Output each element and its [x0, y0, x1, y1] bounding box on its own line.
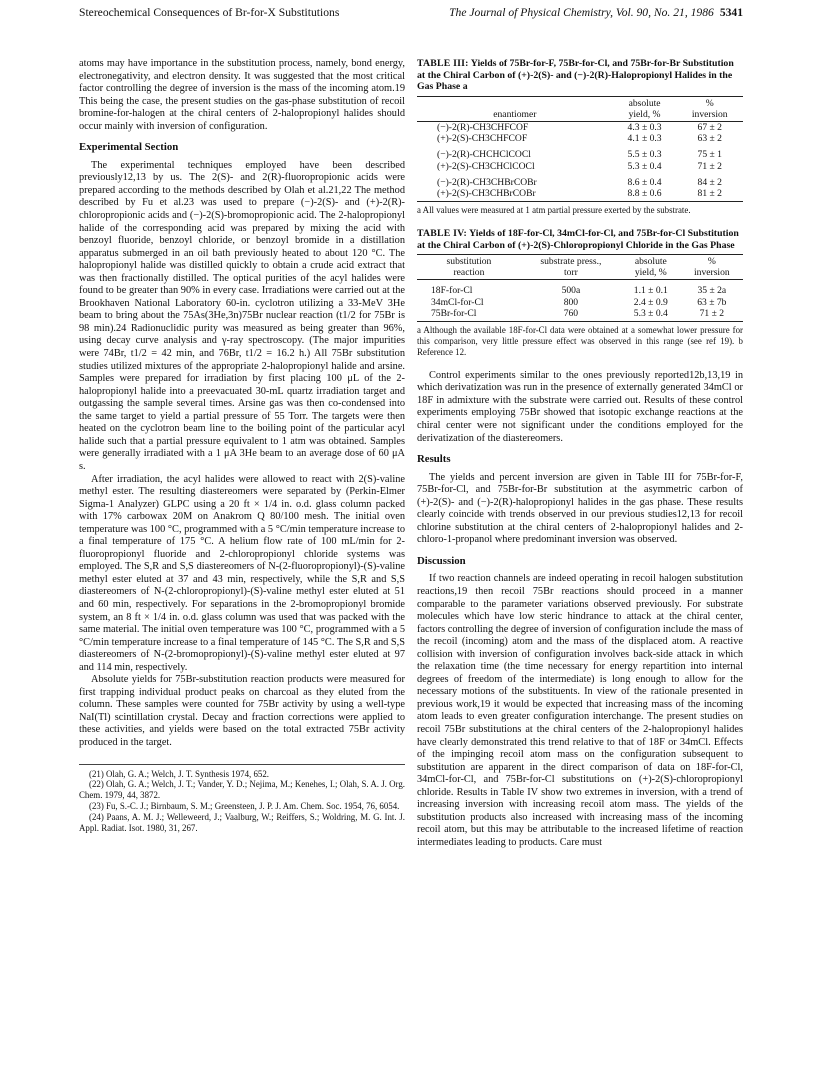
table-row: [417, 280, 743, 297]
table-cell: 4.1 ± 0.3: [627, 133, 662, 145]
table-cell: 1.1 ± 0.1: [633, 285, 668, 297]
running-head-title: Stereochemical Consequences of Br-for-X Substitutions: [79, 6, 340, 19]
table-iv-grid: [417, 254, 743, 322]
table-cell: 5.3 ± 0.4: [627, 160, 662, 172]
table-iv-caption: [417, 228, 743, 251]
table-iii-header-yield-l1: absolute: [628, 97, 661, 109]
table-cell: 500a: [561, 285, 581, 297]
table-iii-title: Yields of 75Br-for-F, 75Br-for-Cl, and 75Br-for-Br Substitution at the Chiral Carbon of (+)-2(S)- and (−)-2(R)-Halopropionyl Halides in the Gas Phase a: [417, 58, 734, 92]
footnotes: [79, 764, 405, 834]
table-cell: (+)-2(S)-CH3CHBrCOBr: [417, 188, 613, 202]
experimental-paragraph-2: After irradiation, the acyl halides were allowed to react with 2(S)-valine methyl ester. The resulting diastereomers were separated by (Perkin-Elmer Sigma-1 Analyzer) GLPC using a 20 ft × 1/4 in. o.d. glass column packed with 17% carbowax 20M on Anakrom Q 80/100 mesh. The initial oven temperature was 100 °C, programmed with a 5 °C/min temperature increase to a final temperature of 175 °C. A helium flow rate of 100 mL/min for 2-fluoropropionyl fluoride and 2-chloropropionyl chloride systems was employed. The S,R and S,S diastereomers of N-(2-fluoropropionyl)-(S)-valine methyl ester eluted at 37 and 43 min, respectively, while the S,R and S,S diastereomers of N-(2-chloropropionyl)-(S)-valine methyl ester eluted at 51 and 60 min, respectively. For separations in the 2-bromopropionyl bromide system, an 8 ft × 1/4 in. o.d. glass column was used that was packed with the same material. The initial oven temperature was 100 °C, programmed with a 5 °C/min temperature increase to a final temperature of 145 °C. The S,R and S,S diastereomers of N-(2-bromopropionyl)-(S)-valine methyl ester eluted at 97 and 114 min, respectively.: [79, 473, 405, 673]
table-cell: 18F-for-Cl: [431, 285, 473, 297]
footnote-24: (24) Paans, A. M. J.; Welleweerd, J.; Vaalburg, W.; Reiffers, S.; Woldring, M. G. Int. J. Appl. Radiat. Isot. 1980, 31, 267.: [79, 812, 405, 834]
table-iv-header-yield: [621, 255, 681, 280]
table-cell: 5.3 ± 0.4: [621, 308, 681, 322]
table-iv-header-yield-l2: yield, %: [634, 267, 667, 279]
running-head-journal: [449, 4, 743, 22]
table-iii-header-yield: [613, 96, 677, 121]
table-cell: 800: [563, 296, 579, 308]
table-row: [417, 121, 743, 133]
table-iii-caption: [417, 58, 743, 93]
table-cell: 84 ± 2: [697, 176, 722, 188]
running-head: [79, 4, 743, 22]
left-column: [79, 58, 405, 834]
experimental-paragraph-3: Absolute yields for 75Br-substitution reaction products were measured for first trapping individual product peaks on charcoal as they eluted from the column. These samples were counted for 75Br activity by using a well-type NaI(Tl) scintillation crystal. Decay and fraction corrections were applied to these activities, and yields were based on the total extracted 75Br activity produced in the target.: [79, 674, 405, 748]
footnote-21: (21) Olah, G. A.; Welch, J. T. Synthesis 1974, 652.: [89, 768, 269, 779]
discussion-heading: Discussion: [417, 554, 466, 567]
table-row: [417, 172, 743, 188]
table-iv-header-inversion-l2: inversion: [693, 267, 730, 279]
intro-paragraph: atoms may have importance in the substitution process, namely, bond energy, electronegativity, and electron density. It was suggested that the most critical factor controlling the degree of inversion is the mass of the incoming atom.19 This being the case, the present studies on the gas-phase substitution of recoil bromine-for-halogen at the chiral centers of 2-halopropionyl halides should occur mainly with inversion of configuration.: [79, 58, 405, 132]
table-cell: 67 ± 2: [697, 121, 722, 133]
table-row: [417, 133, 743, 144]
results-heading: Results: [417, 453, 451, 466]
table-row: [417, 161, 743, 172]
experimental-paragraph-1: The experimental techniques employed have been described previously12,13 by us. The 2(S)- and 2(R)-fluoropropionic acids were prepared according to the methods described by Olah et al.21,22 The method described by Fu et al.23 was used to prepare (−)-2(S)- and (+)-2(R)-chloropropionic acids and (−)-2(S)-bromopropionic acid. The 2-halopropionyl halide of the corresponding acid was prepared by mixing the acid with benzoyl fluoride, benzoyl chloride, or benzoyl bromide in a distillation apparatus submerged in an oil bath previously heated to about 120 °C. The halopropionyl halide was distilled quickly to obtain a crude acid extract that was then fractionally distilled. The optical purities of the acyl halides were found to be greater than 90% in every case. Irradiations were carried out at the Brookhaven National Laboratory 60-in. cyclotron utilizing a 33-MeV 3He beam to bring about the 75As(3He,3n)75Br nuclear reaction (t1/2 for 75Br is 98 min).24 Radionuclidic purity was measured as being greater than 96%, using decay curve analysis and γ-ray spectroscopy. (The major impurities were 74Br, t1/2 = 42 min, and 76Br, t1/2 = 16.2 h.) All 75Br substitution studies utilized mixtures of the appropriate 2-halopropionyl halide and arsine. Samples were prepared for irradiation by first placing 100 μL of the 2-halopropionyl halide into a preevacuated 30-mL quartz irradiation target and outgassing the sample several times. Arsine gas was then co-condensed into the same target to yield a partial pressure of 55 Torr. The targets were then heated on the cyclotron beam line to the boiling point of the particular acyl halide such that a partial pressure equivalent to 1 atm was obtained. Samples were generally irradiated with a 1 μA 3He beam to an average dose of 60 μA s.: [79, 159, 405, 472]
table-cell: (−)-2(R)-CH3CHBrCOBr: [437, 176, 537, 188]
table-row: [417, 308, 743, 322]
table-cell: 35 ± 2a: [697, 285, 727, 297]
table-cell: 71 ± 2: [697, 160, 722, 172]
table-iii-header-inversion: [676, 96, 743, 121]
table-cell: 4.3 ± 0.3: [627, 121, 662, 133]
table-iv-header-inversion-l1: %: [707, 256, 716, 268]
table-iii-header-inversion-l1: %: [705, 97, 714, 109]
discussion-paragraph: If two reaction channels are indeed operating in recoil halogen substitution reactions,19 then recoil 75Br reactions should proceed in a manner comparable to the parameter variations observed previously. For substrate molecules which have low steric hindrance to attack at the chiral center, factors controlling the degree of inversion of configuration include the mass of the recoil (incoming) atom and the mass of the displaced atom. A reactive collision with inversion of configuration involves back-side attack in which the relaxation time (the time necessary for energy repartition into internal degrees of freedom of the intermediate) is long enough to allow for the necessary motions of the substituents. In view of the rationale presented in previous work,19 it would be expected that increasing mass of the incoming atom leads to even greater configuration interchange. The present studies on recoil 75Br substitutions at the chiral centers of the 2-halopropionyl halides have clearly demonstrated this trend relative to that of 18F or 34mCl. Effects of the impinging recoil atom mass on the configuration subsequent to substitution are apparent in the direct comparison of data on 18F-for-Cl, 34mCl-for-Cl, and 75Br-for-Cl substitutions on (+)-2(S)-chloropropionyl chloride. Results in Table IV show two extremes in inversion, with a trend of increasing inversion with increasing recoil atom mass. The yields of the substitution products also increased with increasing mass of the incoming recoil atom, but this may be attributable to the increased lifetime of reaction intermediates leading to products. Care must: [417, 573, 744, 848]
table-iii-grid: [417, 96, 743, 203]
table-cell: 8.8 ± 0.6: [613, 188, 677, 202]
table-cell: (+)-2(S)-CH3CHFCOF: [437, 133, 528, 145]
results-paragraph: The yields and percent inversion are given in Table III for 75Br-for-F, 75Br-for-Cl, and 75Br-for-Br substitution at the asymmetric carbon of (+)-2(S)- and (−)-2(R)-halopropionyl halides in the gas phase. These results clearly coincide with trends observed in our previous studies12,13 for recoil chlorine substitution at the chiral centers of 2-halopropionyl halides and 2-chloro-1-propanol where predominant inversion was observed.: [417, 471, 743, 546]
table-iv-header-pressure: [521, 255, 621, 280]
table-cell: 760: [521, 308, 621, 322]
table-cell: 75Br-for-Cl: [417, 308, 521, 322]
table-iv-header-pressure-l1: substrate press.,: [540, 256, 602, 268]
table-iii: [417, 58, 743, 216]
footnote-23: (23) Fu, S.-C. J.; Birnbaum, S. M.; Greensteen, J. P. J. Am. Chem. Soc. 1954, 76, 6054.: [89, 801, 400, 812]
table-cell: 71 ± 2: [681, 308, 743, 322]
table-iv-header-yield-l1: absolute: [634, 256, 667, 268]
table-iv-header-reaction: [417, 255, 521, 280]
table-iii-header-yield-l2: yield, %: [628, 108, 661, 120]
table-cell: 63 ± 7b: [697, 296, 727, 308]
table-iv-label: TABLE IV:: [417, 228, 467, 240]
table-iv: [417, 228, 743, 358]
page-number: 5341: [719, 6, 743, 19]
journal-citation: The Journal of Physical Chemistry, Vol. 90, No. 21, 1986: [449, 6, 714, 19]
table-cell: 63 ± 2: [697, 133, 722, 145]
experimental-heading: Experimental Section: [79, 141, 179, 154]
table-iv-footnote: a Although the available 18F-for-Cl data were obtained at a somewhat lower pressure for this comparison, very little pressure effect was observed in this range (see ref 19). b Reference 12.: [417, 325, 743, 357]
table-iii-header-inversion-l2: inversion: [691, 108, 728, 120]
table-row: [417, 297, 743, 308]
table-row: [417, 144, 743, 160]
table-iv-header-reaction-l1: substitution: [446, 256, 492, 268]
table-cell: (−)-2(R)-CHCHClCOCl: [437, 149, 531, 161]
table-iii-label: TABLE III:: [417, 58, 469, 69]
table-row: [417, 188, 743, 202]
table-iv-header-pressure-l2: torr: [563, 267, 578, 279]
table-cell: (+)-2(S)-CH3CHClCOCl: [437, 160, 535, 172]
table-iii-footnote: a All values were measured at 1 atm partial pressure exerted by the substrate.: [417, 205, 691, 216]
table-iv-header-inversion: [681, 255, 743, 280]
table-cell: 5.5 ± 0.3: [627, 149, 662, 161]
control-paragraph: Control experiments similar to the ones previously reported12b,13,19 in which derivatization was run in the presence of externally generated 34mCl or 18F in admixture with the substrate were carried out. Results of these control experiments employing 75Br showed that isotopic exchange reactions at the chiral center were not significant under the conditions employed for the derivatization of the diastereomers.: [417, 369, 743, 444]
table-cell: 2.4 ± 0.9: [633, 296, 668, 308]
table-cell: 75 ± 1: [697, 149, 722, 161]
table-cell: 81 ± 2: [676, 188, 743, 202]
table-cell: (−)-2(R)-CH3CHFCOF: [437, 121, 529, 133]
table-iii-header-enantiomer: enantiomer: [417, 96, 613, 121]
table-iv-header-reaction-l2: reaction: [453, 267, 485, 279]
table-cell: 34mCl-for-Cl: [431, 296, 484, 308]
table-iv-title: Yields of 18F-for-Cl, 34mCl-for-Cl, and 75Br-for-Cl Substitution at the Chiral Carbon of (+)-2(S)-Chloropropionyl Chloride in the Gas Phase: [417, 228, 739, 251]
right-column: [417, 58, 743, 849]
footnote-22: (22) Olah, G. A.; Welch, J. T.; Vander, Y. D.; Nejima, M.; Kenehes, I.; Olah, S. A. J. Org. Chem. 1979, 44, 3872.: [79, 779, 405, 801]
table-cell: 8.6 ± 0.4: [627, 176, 662, 188]
